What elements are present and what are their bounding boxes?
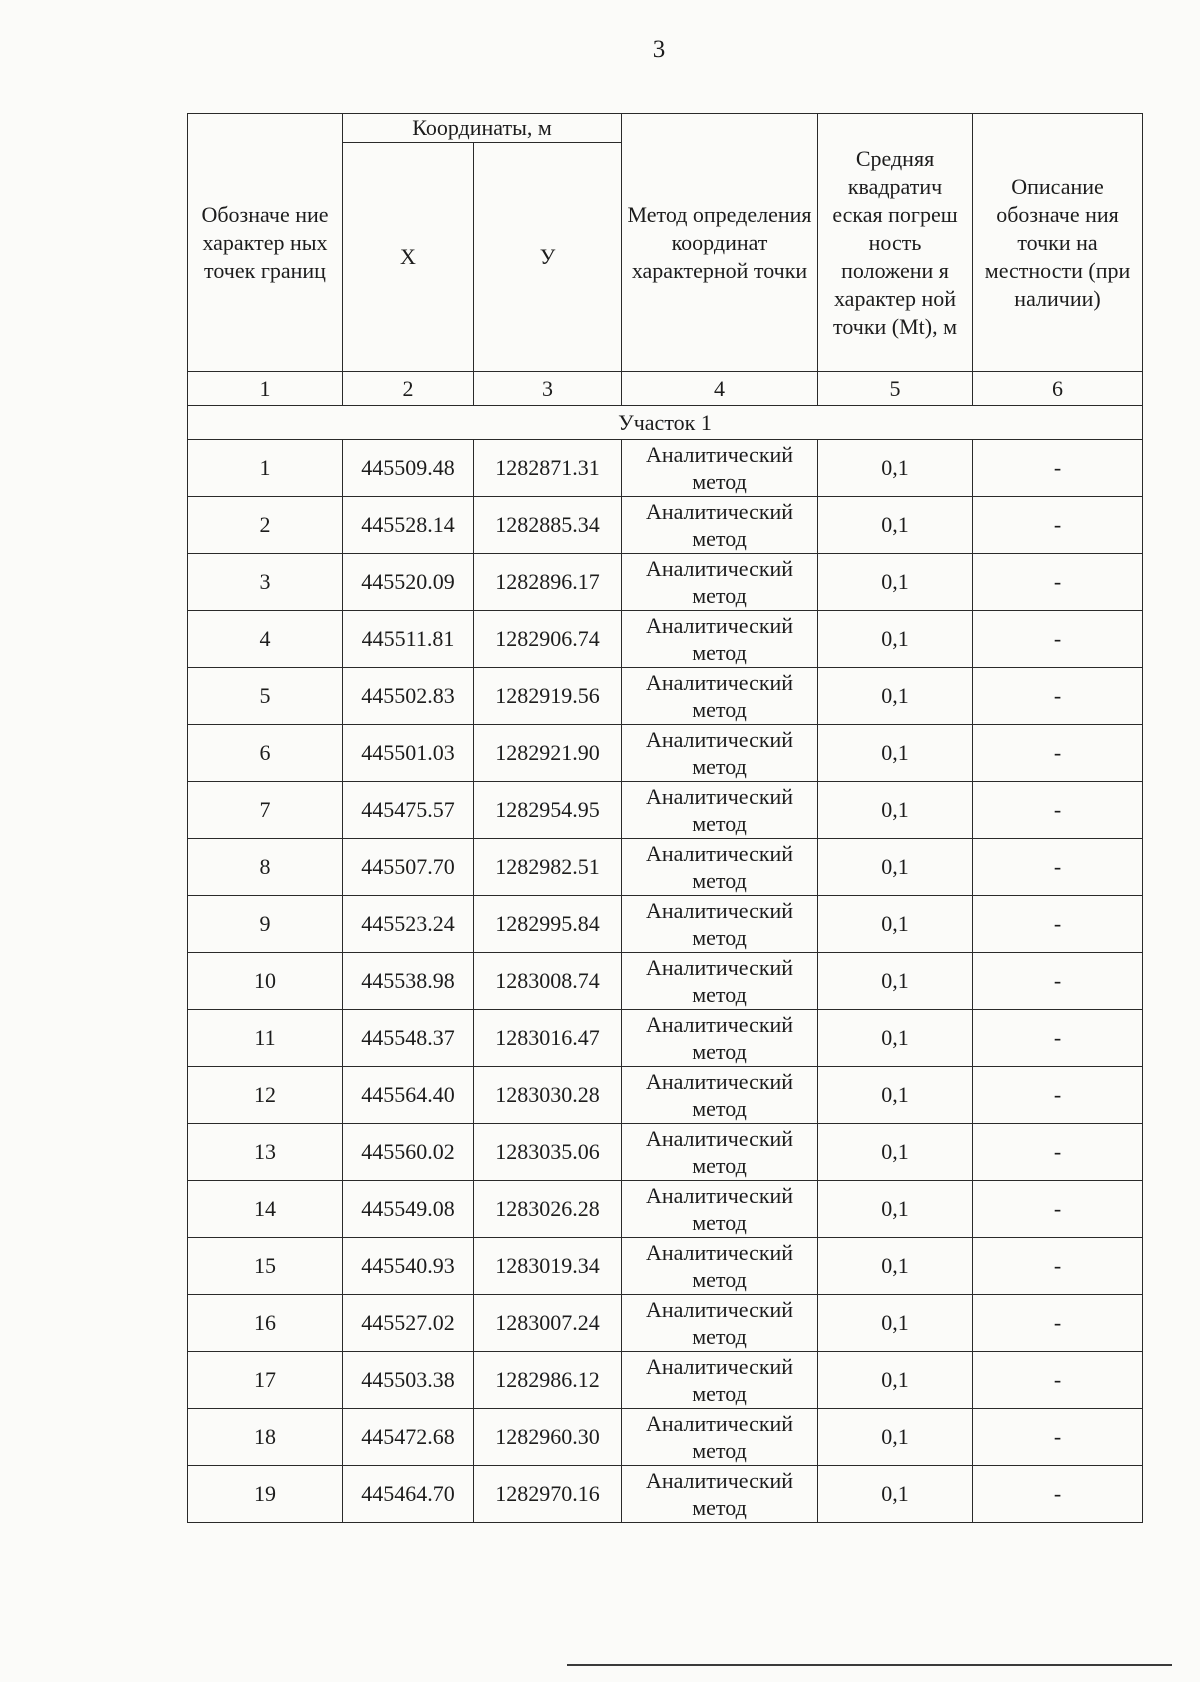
table-row bbox=[188, 1067, 1143, 1124]
bottom-rule bbox=[567, 1664, 1172, 1666]
x-coordinate-cell: 445528.14 bbox=[343, 497, 474, 554]
y-coordinate-cell: 1282921.90 bbox=[474, 725, 622, 782]
table-row bbox=[188, 1295, 1143, 1352]
y-coordinate-cell: 1282919.56 bbox=[474, 668, 622, 725]
table-row bbox=[188, 440, 1143, 497]
y-coordinate-cell: 1282885.34 bbox=[474, 497, 622, 554]
coordinates-table bbox=[187, 113, 1143, 1523]
error-cell: 0,1 bbox=[818, 725, 973, 782]
x-coordinate-cell: 445538.98 bbox=[343, 953, 474, 1010]
error-cell: 0,1 bbox=[818, 1010, 973, 1067]
x-coordinate-cell: 445540.93 bbox=[343, 1238, 474, 1295]
x-coordinate-cell: 445507.70 bbox=[343, 839, 474, 896]
point-number-cell: 10 bbox=[188, 953, 343, 1010]
point-number-cell: 8 bbox=[188, 839, 343, 896]
point-number-cell: 2 bbox=[188, 497, 343, 554]
y-coordinate-cell: 1283026.28 bbox=[474, 1181, 622, 1238]
table-header bbox=[188, 114, 1143, 372]
y-coordinate-cell: 1282986.12 bbox=[474, 1352, 622, 1409]
table-row bbox=[188, 896, 1143, 953]
table-row bbox=[188, 1124, 1143, 1181]
section-title: Участок 1 bbox=[188, 406, 1143, 440]
x-coordinate-cell: 445472.68 bbox=[343, 1409, 474, 1466]
y-coordinate-cell: 1283035.06 bbox=[474, 1124, 622, 1181]
description-cell: - bbox=[973, 1295, 1143, 1352]
page-number: 3 bbox=[652, 36, 666, 63]
x-coordinate-cell: 445501.03 bbox=[343, 725, 474, 782]
point-number-cell: 6 bbox=[188, 725, 343, 782]
point-number-cell: 1 bbox=[188, 440, 343, 497]
description-cell: - bbox=[973, 668, 1143, 725]
error-cell: 0,1 bbox=[818, 497, 973, 554]
header-description: Описание обозначе ния точки на местности (при наличии) bbox=[973, 114, 1143, 372]
point-number-cell: 9 bbox=[188, 896, 343, 953]
table-row bbox=[188, 782, 1143, 839]
description-cell: - bbox=[973, 611, 1143, 668]
error-cell: 0,1 bbox=[818, 440, 973, 497]
y-coordinate-cell: 1282970.16 bbox=[474, 1466, 622, 1523]
y-coordinate-cell: 1282982.51 bbox=[474, 839, 622, 896]
column-number: 4 bbox=[622, 372, 818, 406]
table-row bbox=[188, 1409, 1143, 1466]
method-cell: Аналитический метод bbox=[622, 554, 818, 611]
x-coordinate-cell: 445475.57 bbox=[343, 782, 474, 839]
description-cell: - bbox=[973, 1067, 1143, 1124]
table-row bbox=[188, 839, 1143, 896]
description-cell: - bbox=[973, 725, 1143, 782]
method-cell: Аналитический метод bbox=[622, 839, 818, 896]
table-row bbox=[188, 1010, 1143, 1067]
error-cell: 0,1 bbox=[818, 1295, 973, 1352]
point-number-cell: 17 bbox=[188, 1352, 343, 1409]
method-cell: Аналитический метод bbox=[622, 1295, 818, 1352]
table-row bbox=[188, 1352, 1143, 1409]
point-number-cell: 14 bbox=[188, 1181, 343, 1238]
error-cell: 0,1 bbox=[818, 1067, 973, 1124]
header-coordinates-group: Координаты, м bbox=[343, 114, 622, 143]
y-coordinate-cell: 1283016.47 bbox=[474, 1010, 622, 1067]
y-coordinate-cell: 1283019.34 bbox=[474, 1238, 622, 1295]
y-coordinate-cell: 1282960.30 bbox=[474, 1409, 622, 1466]
y-coordinate-cell: 1282871.31 bbox=[474, 440, 622, 497]
column-number: 5 bbox=[818, 372, 973, 406]
error-cell: 0,1 bbox=[818, 953, 973, 1010]
header-method: Метод определения координат характерной точки bbox=[622, 114, 818, 372]
column-number: 1 bbox=[188, 372, 343, 406]
description-cell: - bbox=[973, 554, 1143, 611]
method-cell: Аналитический метод bbox=[622, 896, 818, 953]
x-coordinate-cell: 445502.83 bbox=[343, 668, 474, 725]
y-coordinate-cell: 1282906.74 bbox=[474, 611, 622, 668]
point-number-cell: 18 bbox=[188, 1409, 343, 1466]
description-cell: - bbox=[973, 1181, 1143, 1238]
point-number-cell: 5 bbox=[188, 668, 343, 725]
method-cell: Аналитический метод bbox=[622, 1238, 818, 1295]
y-coordinate-cell: 1282954.95 bbox=[474, 782, 622, 839]
column-number: 6 bbox=[973, 372, 1143, 406]
x-coordinate-cell: 445509.48 bbox=[343, 440, 474, 497]
method-cell: Аналитический метод bbox=[622, 440, 818, 497]
error-cell: 0,1 bbox=[818, 1352, 973, 1409]
x-coordinate-cell: 445523.24 bbox=[343, 896, 474, 953]
description-cell: - bbox=[973, 1466, 1143, 1523]
description-cell: - bbox=[973, 782, 1143, 839]
description-cell: - bbox=[973, 953, 1143, 1010]
y-coordinate-cell: 1283008.74 bbox=[474, 953, 622, 1010]
method-cell: Аналитический метод bbox=[622, 611, 818, 668]
x-coordinate-cell: 445549.08 bbox=[343, 1181, 474, 1238]
error-cell: 0,1 bbox=[818, 1238, 973, 1295]
description-cell: - bbox=[973, 497, 1143, 554]
table-row bbox=[188, 668, 1143, 725]
point-number-cell: 19 bbox=[188, 1466, 343, 1523]
x-coordinate-cell: 445564.40 bbox=[343, 1067, 474, 1124]
error-cell: 0,1 bbox=[818, 554, 973, 611]
table-row bbox=[188, 953, 1143, 1010]
y-coordinate-cell: 1283030.28 bbox=[474, 1067, 622, 1124]
description-cell: - bbox=[973, 839, 1143, 896]
point-number-cell: 7 bbox=[188, 782, 343, 839]
description-cell: - bbox=[973, 1238, 1143, 1295]
method-cell: Аналитический метод bbox=[622, 668, 818, 725]
error-cell: 0,1 bbox=[818, 1181, 973, 1238]
description-cell: - bbox=[973, 1124, 1143, 1181]
point-number-cell: 12 bbox=[188, 1067, 343, 1124]
method-cell: Аналитический метод bbox=[622, 1409, 818, 1466]
header-point-designation: Обозначе ние характер ных точек границ bbox=[188, 114, 343, 372]
error-cell: 0,1 bbox=[818, 668, 973, 725]
error-cell: 0,1 bbox=[818, 782, 973, 839]
x-coordinate-cell: 445527.02 bbox=[343, 1295, 474, 1352]
x-coordinate-cell: 445520.09 bbox=[343, 554, 474, 611]
table-row bbox=[188, 1181, 1143, 1238]
y-coordinate-cell: 1282995.84 bbox=[474, 896, 622, 953]
x-coordinate-cell: 445511.81 bbox=[343, 611, 474, 668]
error-cell: 0,1 bbox=[818, 611, 973, 668]
table-row bbox=[188, 1238, 1143, 1295]
header-x: Х bbox=[343, 143, 474, 372]
description-cell: - bbox=[973, 1352, 1143, 1409]
method-cell: Аналитический метод bbox=[622, 782, 818, 839]
y-coordinate-cell: 1283007.24 bbox=[474, 1295, 622, 1352]
point-number-cell: 16 bbox=[188, 1295, 343, 1352]
point-number-cell: 3 bbox=[188, 554, 343, 611]
method-cell: Аналитический метод bbox=[622, 953, 818, 1010]
column-number-row bbox=[188, 372, 1143, 406]
header-y: У bbox=[474, 143, 622, 372]
error-cell: 0,1 bbox=[818, 1409, 973, 1466]
method-cell: Аналитический метод bbox=[622, 1352, 818, 1409]
section-row bbox=[188, 406, 1143, 440]
x-coordinate-cell: 445503.38 bbox=[343, 1352, 474, 1409]
method-cell: Аналитический метод bbox=[622, 1067, 818, 1124]
header-mean-square-error: Средняя квадратич еская погреш ность положени я характер ной точки (Mt), м bbox=[818, 114, 973, 372]
point-number-cell: 11 bbox=[188, 1010, 343, 1067]
description-cell: - bbox=[973, 1409, 1143, 1466]
error-cell: 0,1 bbox=[818, 1466, 973, 1523]
method-cell: Аналитический метод bbox=[622, 725, 818, 782]
x-coordinate-cell: 445464.70 bbox=[343, 1466, 474, 1523]
table-row bbox=[188, 497, 1143, 554]
method-cell: Аналитический метод bbox=[622, 1466, 818, 1523]
column-number: 2 bbox=[343, 372, 474, 406]
table-row bbox=[188, 725, 1143, 782]
method-cell: Аналитический метод bbox=[622, 1124, 818, 1181]
description-cell: - bbox=[973, 896, 1143, 953]
x-coordinate-cell: 445560.02 bbox=[343, 1124, 474, 1181]
error-cell: 0,1 bbox=[818, 839, 973, 896]
column-number: 3 bbox=[474, 372, 622, 406]
table-row bbox=[188, 611, 1143, 668]
error-cell: 0,1 bbox=[818, 896, 973, 953]
description-cell: - bbox=[973, 1010, 1143, 1067]
x-coordinate-cell: 445548.37 bbox=[343, 1010, 474, 1067]
table-row bbox=[188, 1466, 1143, 1523]
point-number-cell: 13 bbox=[188, 1124, 343, 1181]
table-body bbox=[188, 372, 1143, 1523]
method-cell: Аналитический метод bbox=[622, 497, 818, 554]
error-cell: 0,1 bbox=[818, 1124, 973, 1181]
method-cell: Аналитический метод bbox=[622, 1010, 818, 1067]
method-cell: Аналитический метод bbox=[622, 1181, 818, 1238]
point-number-cell: 4 bbox=[188, 611, 343, 668]
table-row bbox=[188, 554, 1143, 611]
description-cell: - bbox=[973, 440, 1143, 497]
point-number-cell: 15 bbox=[188, 1238, 343, 1295]
y-coordinate-cell: 1282896.17 bbox=[474, 554, 622, 611]
